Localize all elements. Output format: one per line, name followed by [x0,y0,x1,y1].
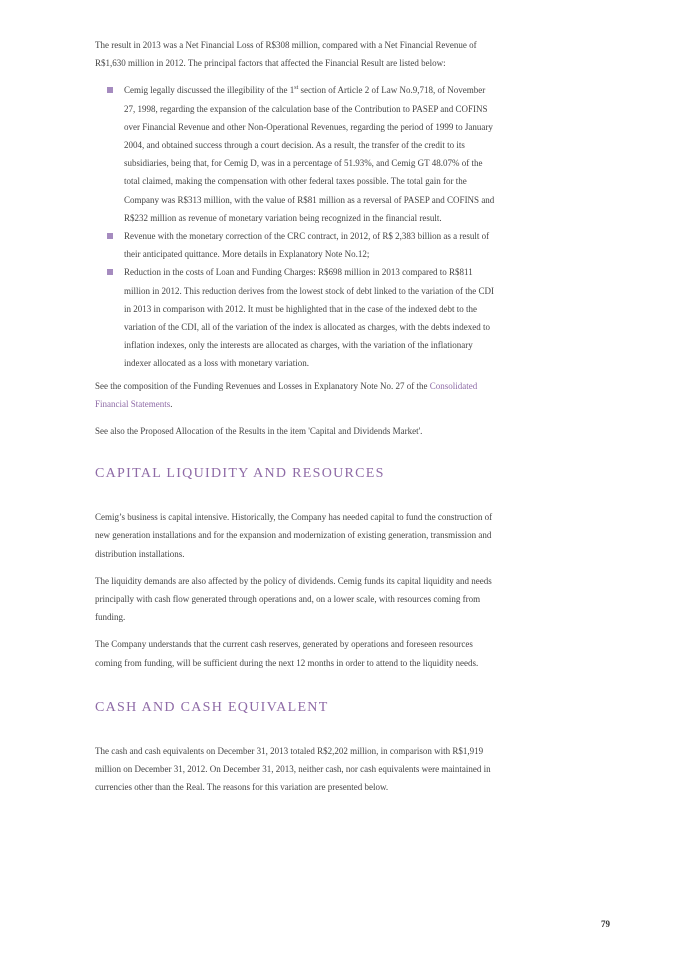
page-content [95,36,495,806]
cash-paragraph-1: The cash and cash equivalents on December 31, 2013 totaled R$2,202 million, in comparison with R$1,919 million on December 31, 2012. On December 31, 2013, neither cash, nor cash equivalents were maintained in currencies other than the Real. The reasons for this variation are presented below. [95,745,491,793]
intro-paragraph: The result in 2013 was a Net Financial Loss of R$308 million, compared with a Net Financial Revenue of R$1,630 million in 2012. The principal factors that affected the Financial Result are listed below: [95,40,477,69]
capital-paragraph-1: Cemig’s business is capital intensive. Historically, the Company has needed capital to fund the construction of new generation installations and for the expansion and modernization of existing generation, transmission and distribution installations. [95,512,493,559]
factors-list [95,81,495,372]
page-number: 79 [601,919,610,929]
consolidated-statements-link[interactable]: Consolidated Financial Statements [95,380,478,409]
see-allocation-paragraph: See also the Proposed Allocation of the Results in the item 'Capital and Dividends Market'. [95,426,423,437]
square-bullet-icon [107,233,113,239]
capital-paragraph-2: The liquidity demands are also affected by the policy of dividends. Cemig funds its capital liquidity and needs principally with cash flow generated through operations and, on a lower scale, with resources coming from funding. [95,575,492,623]
capital-paragraph-3: The Company understands that the current cash reserves, generated by operations and foreseen resources coming from funding, will be sufficient during the next 12 months in order to attend to the liquidity needs. [95,639,479,668]
list-item: Cemig legally discussed the illegibility of the 1st section of Article 2 of Law No.9,718, of November 27, 1998, regarding the expansion of the calculation base of the Contribution to PASEP and COFINS over Financial Revenue and other Non-Operational Revenues, regarding the period of 1999 to January 2004, and obtained success through a court decision. As a result, the transfer of the credit to its subsidiaries, being that, for Cemig D, was in a percentage of 51.93%, and Cemig GT 48.07% of the total claimed, making the compensation with other federal taxes possible. The total gain for the Company was R$313 million, with the value of R$81 million as a reversal of PASEP and COFINS and R$232 million as revenue of monetary variation being recognized in the financial result. [95,81,495,227]
square-bullet-icon [107,269,113,275]
cash-equivalent-heading: CASH AND CASH EQUIVALENT [95,699,329,715]
list-item: Reduction in the costs of Loan and Funding Charges: R$698 million in 2013 compared to R$811 million in 2012. This reduction derives from the lowest stock of debt linked to the variation of the CDI in 2013 in comparison with 2012. It must be highlighted that in the case of the indexed debt to the variation of the CDI, all of the variation of the index is allocated as charges, with the debts indexed to inflation indexes, only the interests are allocated as charges, with the variation of the inflationary indexer allocated as a loss with monetary variation. [95,263,495,372]
capital-liquidity-heading: CAPITAL LIQUIDITY AND RESOURCES [95,466,385,482]
see-composition-paragraph: See the composition of the Funding Revenues and Losses in Explanatory Note No. 27 of the Consolidated Financial Statements. [95,380,478,409]
square-bullet-icon [107,87,113,93]
list-item: Revenue with the monetary correction of the CRC contract, in 2012, of R$ 2,383 billion as a result of their anticipated quittance. More details in Explanatory Note No.12; [95,227,495,263]
